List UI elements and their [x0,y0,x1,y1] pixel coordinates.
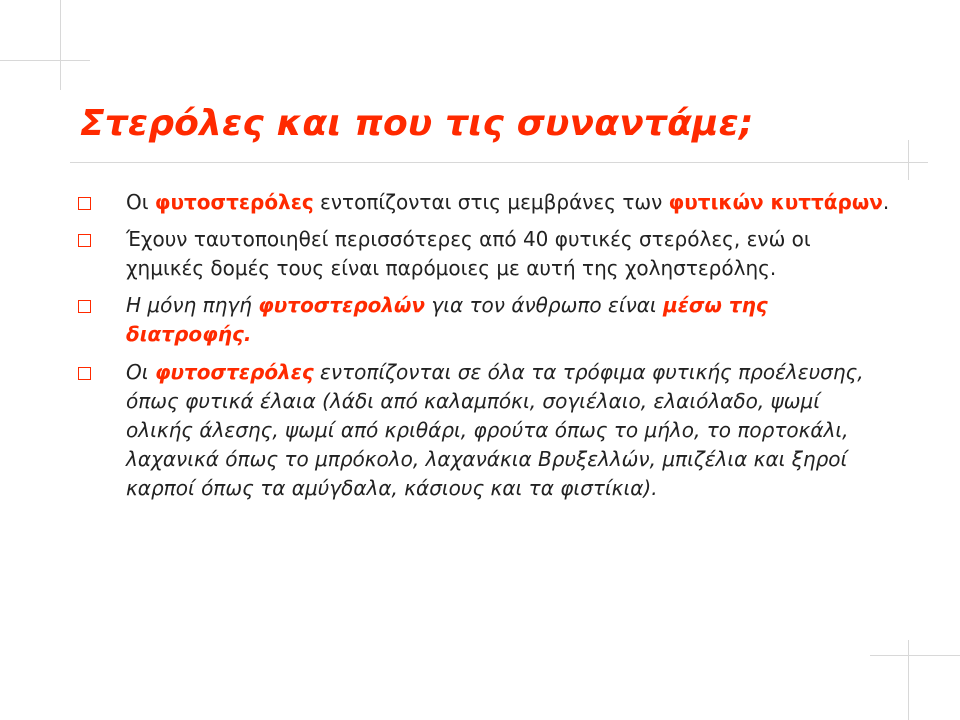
bullet-item [70,291,890,349]
hollow-square-bullet-icon [78,300,91,313]
corner-rule-top-left [0,60,90,61]
highlighted-term: φυτικών κυττάρων [668,190,883,214]
bullet-item [70,188,890,217]
highlighted-term: φυτοστερόλες [154,190,314,214]
highlighted-term: μέσω της διατροφής. [126,293,768,346]
bullet-text: . [882,190,890,214]
slide-title: Στερόλες και που τις συναντάμε; [80,103,754,144]
corner-rule-left-top [60,0,61,90]
hollow-square-bullet-icon [78,367,91,380]
hollow-square-bullet-icon [78,234,91,247]
title-underline-rule [70,162,928,163]
bullet-item [70,358,890,503]
bullet-list [70,188,890,503]
bullet-text: Η μόνη πηγή [126,293,259,317]
bullet-text: εντοπίζονται σε όλα τα τρόφιμα φυτικής προέλευσης, όπως φυτικά έλαια (λάδι από καλαμπόκι, σογιέλαιο, ελαιόλαδο, ψωμί ολικής άλεσης, ψωμί από κριθάρι, φρούτα όπως το μήλο, το πορτοκάλι, λαχανικά όπως το μπρόκολο, λαχανάκια Βρυξελλών, μπιζέλια και ξηροί καρποί όπως τα αμύγδαλα, κάσιους και τα φιστίκια). [126,360,864,500]
bullet-text: εντοπίζονται στις μεμβράνες των [313,190,669,214]
bullet-text: Έχουν ταυτοποιηθεί περισσότερες από 40 φυτικές στερόλες, ενώ οι χημικές δομές τους είναι παρόμοιες με αυτή της χοληστερόλης. [126,227,811,280]
bullet-text: Οι [126,190,155,214]
hollow-square-bullet-icon [78,197,91,210]
bullet-text: Οι [126,360,155,384]
highlighted-term: φυτοστερολών [258,293,426,317]
bullet-item [70,225,890,283]
bullet-text: για τον άνθρωπο είναι [425,293,664,317]
corner-rule-right-title [908,140,909,180]
corner-rule-right-bottom [908,640,909,720]
highlighted-term: φυτοστερόλες [154,360,314,384]
corner-rule-bottom-right [870,655,960,656]
